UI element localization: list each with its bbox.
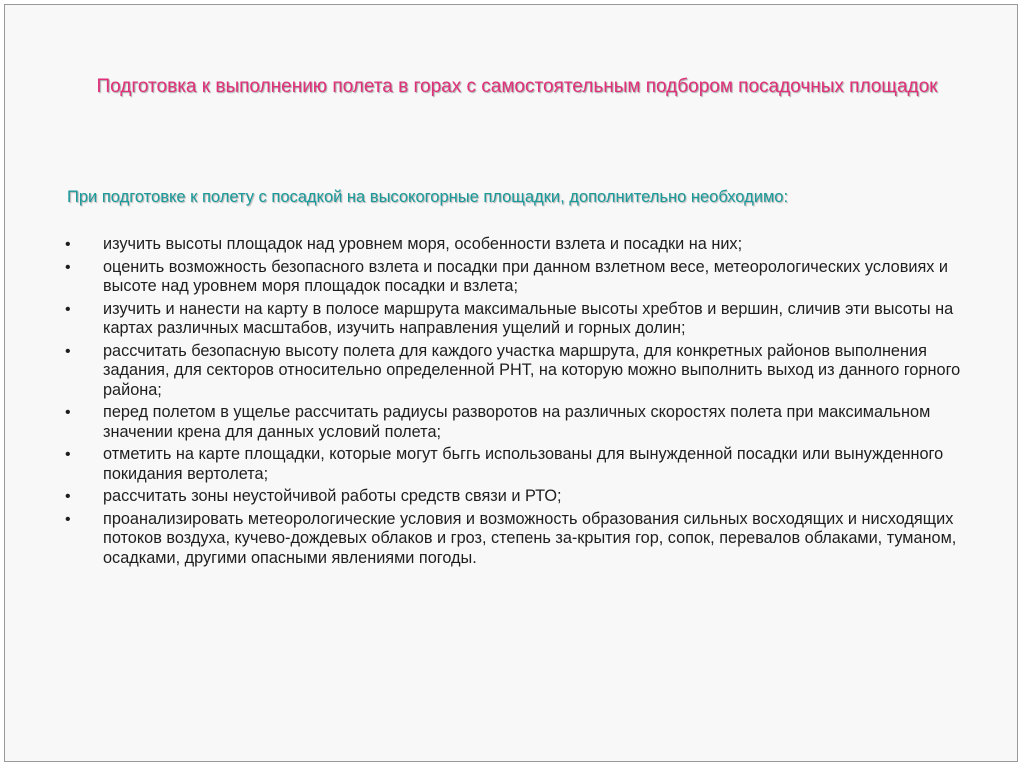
- bullet-icon: •: [65, 510, 71, 528]
- slide-title: Подготовка к выполнению полета в горах с самостоятельным подбором посадочных площадок: [96, 76, 938, 97]
- slide-frame: [4, 4, 1018, 762]
- bullet-icon: •: [65, 342, 71, 360]
- list-item-text: отметить на карте площадки, которые могут бьггь использованы для вынужденной посадки или вынужденного покидания вертолета;: [103, 445, 944, 483]
- list-item: [65, 342, 965, 401]
- list-item-text: перед полетом в ущелье рассчитать радиусы разворотов на различных скоростях полета при максимальном значении крена для данных условий полета;: [103, 403, 931, 441]
- list-item: [65, 445, 965, 484]
- list-item: [65, 403, 965, 442]
- list-item-text: изучить высоты площадок над уровнем моря, особенности взлета и посадки на них;: [103, 235, 743, 253]
- list-item-text: изучить и нанести на карту в полосе маршрута максимальные высоты хребтов и вершин, сличив эти высоты на картах различных масштабов, изучить направления ущелий и горных долин;: [103, 299, 954, 337]
- list-item-text: рассчитать безопасную высоту полета для каждого участка маршрута, для конкретных районов выполнения задания, для секторов относительно определенной РНТ, на которую можно выполнить выход из данного горного района;: [103, 341, 961, 399]
- list-item: [65, 235, 965, 255]
- list-item: [65, 510, 965, 569]
- bullet-icon: •: [65, 404, 71, 421]
- bullet-icon: •: [65, 300, 71, 318]
- list-item: [65, 487, 965, 507]
- list-item: [65, 300, 965, 339]
- list-item-text: оценить возможность безопасного взлета и посадки при данном взлетном весе, метеорологических условиях и высоте над уровнем моря площадок посадки и взлета;: [103, 257, 949, 295]
- bullet-icon: •: [65, 446, 71, 463]
- bullet-icon: •: [65, 488, 71, 505]
- bullet-icon: •: [65, 236, 71, 253]
- list-item-text: проанализировать метеорологические условия и возможность образования сильных восходящих и нисходящих потоков воздуха, кучево-дождевых облаков и гроз, степень за-крытия гор, сопок, перевалов облаками, туманом, осадками, другими опасными явлениями погоды.: [103, 509, 957, 567]
- list-item: [65, 258, 965, 297]
- bullet-list: [65, 235, 965, 571]
- bullet-icon: •: [65, 258, 71, 276]
- slide-subtitle: При подготовке к полету с посадкой на высокогорные площадки, дополнительно необходимо:: [67, 188, 789, 206]
- list-item-text: рассчитать зоны неустойчивой работы средств связи и РТО;: [103, 487, 562, 505]
